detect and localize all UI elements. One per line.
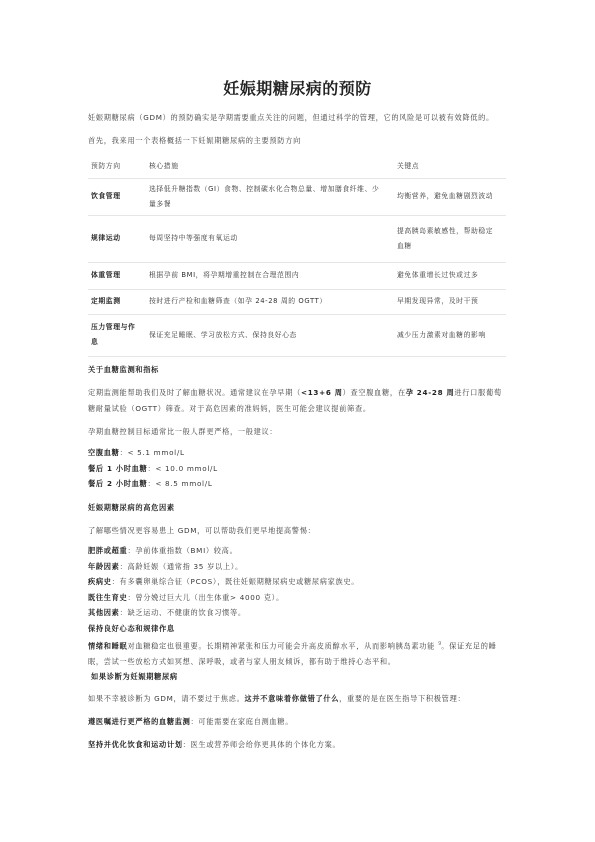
risk-text: ：缺乏运动、不健康的饮食习惯等。 [119, 608, 246, 618]
mind-text: 对血糖稳定也很重要。长期精神紧张和压力可能会升高皮质醇水平，从而影响胰岛素功能 [127, 640, 439, 650]
cell-key: 早期发现异常，及时干预 [394, 289, 506, 314]
table-row [88, 178, 506, 215]
mind-text: 。保证充足的睡眠，尝试一些放松方式如冥想、深呼吸，或者与家人朋友倾诉，都有助于维持心态平和。 [88, 640, 497, 666]
cell-measure: 选择低升糖指数（GI）食物、控制碳水化合物总量、增加膳食纤维、少量多餐 [146, 178, 394, 215]
gdm-item-text: ：可能需要在家庭自测血糖。 [190, 717, 294, 726]
risk-label: 其他因素 [88, 608, 120, 618]
cell-measure: 按时进行产检和血糖筛查（如孕 24-28 周的 OGTT） [146, 289, 394, 314]
mind-heading-text: 保持良好心态和规律作息 [88, 623, 175, 633]
mind-label: 情绪和睡眠 [88, 640, 128, 650]
list-item [88, 590, 508, 606]
monitoring-text: 定期监测能帮助我们及时了解血糖状况。通常建议在孕早期（ [88, 388, 301, 397]
table-header-row [88, 155, 506, 178]
list-item [88, 605, 508, 621]
risk-text: ：高龄妊娠（通常指 35 岁以上）。 [119, 561, 243, 571]
gdm-label: 遵医嘱进行更严格的血糖监测 [88, 717, 191, 726]
diagnosis-heading-text: 如果诊断为妊娠期糖尿病 [91, 672, 178, 682]
target-value: ：< 5.1 mmol/L [119, 448, 185, 457]
gdm-label: 坚持并优化饮食和运动计划 [88, 740, 183, 749]
risk-text: ：曾分娩过巨大儿（出生体重> 4000 克）。 [127, 592, 284, 602]
cell-key: 均衡营养，避免血糖剧烈波动 [394, 178, 506, 215]
cell-key: 避免体重增长过快或过多 [394, 262, 506, 289]
prevention-table [88, 155, 506, 357]
monitoring-paragraph [88, 385, 508, 417]
monitoring-heading: 关于血糖监测和指标 [88, 365, 159, 374]
header-direction: 预防方向 [88, 155, 146, 178]
ogtt-week: 孕 24-28 周 [405, 388, 455, 397]
list-item [88, 445, 508, 461]
list-item [88, 737, 508, 753]
cell-measure: 每周坚持中等强度有氧运动 [146, 215, 394, 262]
cell-direction: 饮食管理 [88, 178, 146, 215]
cell-measure: 保证充足睡眠、学习放松方式、保持良好心态 [146, 314, 394, 356]
target-value: ：< 8.5 mmol/L [147, 479, 213, 489]
monitoring-text: ）查空腹血糖，在 [342, 388, 406, 397]
target-intro: 孕期血糖控制目标通常比一般人群更严格，一般建议： [88, 427, 278, 436]
table-row [88, 262, 506, 289]
header-measure: 核心措施 [146, 155, 394, 178]
list-item [88, 574, 508, 590]
list-item [88, 461, 508, 477]
gdm-item-text: ：医生或营养师会给你更具体的个体化方案。 [182, 740, 341, 749]
glucose-targets [88, 445, 508, 492]
table-intro: 首先，我来用一个表格概括一下妊娠期糖尿病的主要预防方向 [88, 136, 301, 145]
target-label: 餐后 1 小时血糖 [88, 463, 148, 473]
target-label: 餐后 2 小时血糖 [88, 479, 148, 489]
early-pregnancy-week: <13+6 周 [300, 388, 343, 397]
risk-text: ：有多囊卵巢综合征（PCOS），既往妊娠期糖尿病史或糖尿病家族史。 [111, 577, 360, 587]
diagnosis-heading [88, 669, 508, 685]
mind-paragraph [88, 637, 508, 670]
cell-direction: 规律运动 [88, 215, 146, 262]
risk-list [88, 543, 508, 685]
header-key: 关键点 [394, 155, 506, 178]
risk-text: ：孕前体重指数（BMI）较高。 [127, 546, 238, 555]
monitoring-text: 进行口服葡萄糖耐量试验（OGTT）筛查。对于高危因素的准妈妈，医生可能会建议提前筛查。 [88, 388, 502, 413]
risk-label: 肥胖或超重 [88, 546, 128, 555]
risk-label: 年龄因素 [88, 561, 120, 571]
gdm-text: 如果不幸被诊断为 GDM，请不要过于焦虑。 [88, 694, 245, 703]
mind-heading [88, 621, 508, 637]
list-item [88, 476, 508, 492]
risk-label: 疾病史 [88, 577, 112, 587]
table-row [88, 314, 506, 356]
list-item [88, 543, 508, 559]
gdm-emphasis: 这并不意味着你做错了什么 [244, 694, 340, 703]
table-row [88, 289, 506, 314]
cell-direction: 压力管理与作息 [88, 314, 146, 356]
citation-marker: 9 [438, 640, 442, 647]
cell-measure: 根据孕前 BMI，将孕期增重控制在合理范围内 [146, 262, 394, 289]
cell-key: 减少压力激素对血糖的影响 [394, 314, 506, 356]
target-label: 空腹血糖 [88, 448, 120, 457]
risk-intro: 了解哪些情况更容易患上 GDM，可以帮助我们更早地提高警惕： [88, 526, 316, 535]
gdm-paragraph [88, 691, 508, 707]
cell-direction: 定期监测 [88, 289, 146, 314]
gdm-text: ，重要的是在医生指导下积极管理： [339, 694, 466, 703]
cell-direction: 体重管理 [88, 262, 146, 289]
table-row [88, 215, 506, 262]
cell-key: 提高胰岛素敏感性，帮助稳定血糖 [394, 215, 506, 262]
list-item [88, 559, 508, 575]
risk-heading: 妊娠期糖尿病的高危因素 [88, 503, 175, 512]
target-value: ：< 10.0 mmol/L [147, 463, 218, 473]
list-item [88, 714, 508, 730]
intro-paragraph: 妊娠期糖尿病（GDM）的预防确实是孕期需要重点关注的问题，但通过科学的管理，它的风险是可以被有效降低的。 [88, 113, 494, 122]
risk-label: 既往生育史 [88, 592, 128, 602]
page-title: 妊娠期糖尿病的预防 [223, 79, 372, 98]
